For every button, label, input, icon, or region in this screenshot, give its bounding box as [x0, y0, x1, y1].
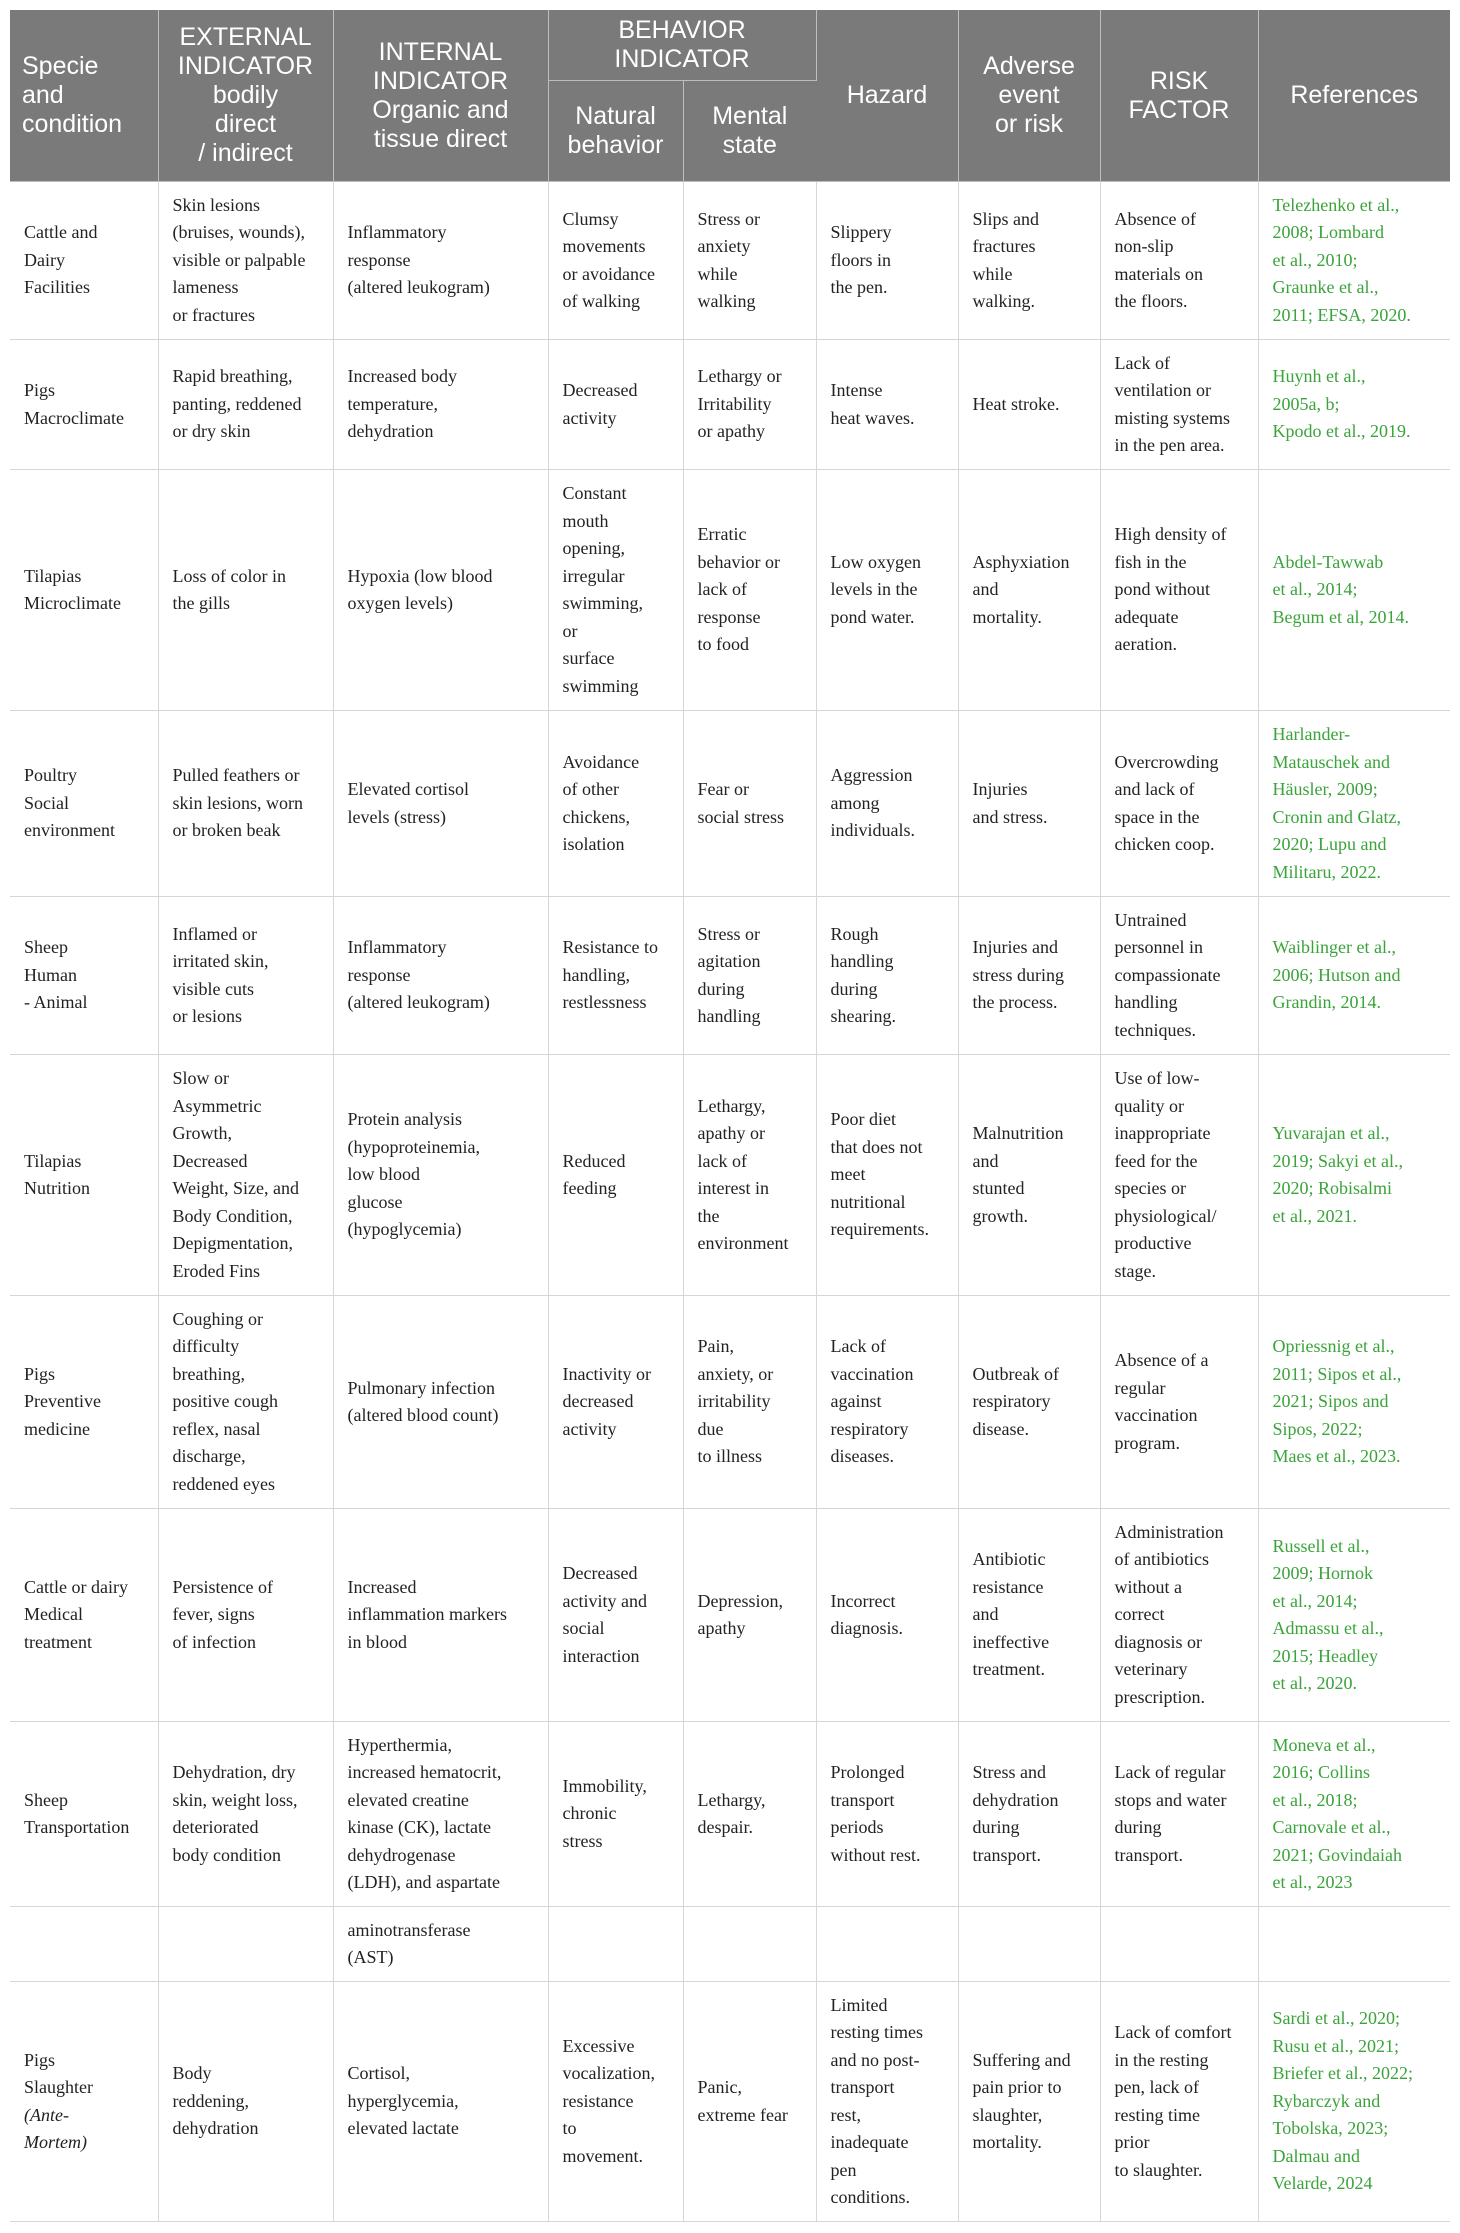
- species-label: Pigs Slaughter: [24, 2049, 93, 2097]
- cell-hazard: Slippery floors in the pen.: [816, 182, 958, 340]
- cell-adverse: Suffering and pain prior to slaughter, mortality.: [958, 1982, 1100, 2222]
- cell-natural: Decreased activity: [548, 340, 683, 470]
- cell-adverse: Injuries and stress during the process.: [958, 897, 1100, 1055]
- table-row: [10, 470, 1450, 711]
- cell-external: Slow or Asymmetric Growth, Decreased Weight, Size, and Body Condition, Depigmentation, Eroded Fins: [158, 1055, 333, 1296]
- cell-internal: Elevated cortisol levels (stress): [333, 711, 548, 897]
- cell-natural: Reduced feeding: [548, 1055, 683, 1296]
- header-hazard: Hazard: [816, 10, 958, 182]
- cell-references: Waiblinger et al., 2006; Hutson and Grandin, 2014.: [1258, 897, 1450, 1055]
- cell-risk: [1100, 1907, 1258, 1982]
- cell-mental: Lethargy or Irritability or apathy: [683, 340, 816, 470]
- cell-natural: [548, 1907, 683, 1982]
- cell-external: Dehydration, dry skin, weight loss, deteriorated body condition: [158, 1722, 333, 1907]
- table-row: [10, 1509, 1450, 1722]
- cell-references: Telezhenko et al., 2008; Lombard et al., 2010; Graunke et al., 2011; EFSA, 2020.: [1258, 182, 1450, 340]
- cell-adverse: Injuries and stress.: [958, 711, 1100, 897]
- cell-internal: Inflammatory response (altered leukogram): [333, 897, 548, 1055]
- cell-external: Skin lesions (bruises, wounds), visible or palpable lameness or fractures: [158, 182, 333, 340]
- cell-internal: aminotransferase (AST): [333, 1907, 548, 1982]
- cell-hazard: Low oxygen levels in the pond water.: [816, 470, 958, 711]
- table-row: [10, 1722, 1450, 1907]
- cell-references: Huynh et al., 2005a, b; Kpodo et al., 2019.: [1258, 340, 1450, 470]
- cell-hazard: Lack of vaccination against respiratory diseases.: [816, 1296, 958, 1509]
- cell-risk: Administration of antibiotics without a correct diagnosis or veterinary prescription.: [1100, 1509, 1258, 1722]
- cell-species: Cattle and Dairy Facilities: [10, 182, 158, 340]
- cell-species: [10, 1907, 158, 1982]
- cell-natural: Decreased activity and social interaction: [548, 1509, 683, 1722]
- table-row: [10, 897, 1450, 1055]
- cell-mental: Fear or social stress: [683, 711, 816, 897]
- table-row: [10, 711, 1450, 897]
- cell-hazard: [816, 1907, 958, 1982]
- cell-species: Tilapias Microclimate: [10, 470, 158, 711]
- cell-species: Cattle or dairy Medical treatment: [10, 1509, 158, 1722]
- cell-species: Poultry Social environment: [10, 711, 158, 897]
- cell-natural: Avoidance of other chickens, isolation: [548, 711, 683, 897]
- header-risk-factor: RISK FACTOR: [1100, 10, 1258, 182]
- cell-external: Pulled feathers or skin lesions, worn or broken beak: [158, 711, 333, 897]
- header-mental-state: Mental state: [683, 81, 816, 182]
- cell-mental: Depression, apathy: [683, 1509, 816, 1722]
- table-header: [10, 10, 1450, 182]
- cell-natural: Inactivity or decreased activity: [548, 1296, 683, 1509]
- header-external-indicator: EXTERNAL INDICATOR bodily direct / indirect: [158, 10, 333, 182]
- header-natural-behavior: Natural behavior: [548, 81, 683, 182]
- table-row: [10, 1296, 1450, 1509]
- cell-references: Abdel-Tawwab et al., 2014; Begum et al, 2014.: [1258, 470, 1450, 711]
- cell-species: Pigs Macroclimate: [10, 340, 158, 470]
- cell-adverse: Slips and fractures while walking.: [958, 182, 1100, 340]
- table-row-continuation: [10, 1907, 1450, 1982]
- cell-external: Loss of color in the gills: [158, 470, 333, 711]
- cell-natural: Immobility, chronic stress: [548, 1722, 683, 1907]
- cell-hazard: Incorrect diagnosis.: [816, 1509, 958, 1722]
- cell-internal: Increased inflammation markers in blood: [333, 1509, 548, 1722]
- cell-risk: High density of fish in the pond without adequate aeration.: [1100, 470, 1258, 711]
- table-row: [10, 182, 1450, 340]
- header-behavior-indicator: BEHAVIOR INDICATOR: [548, 10, 816, 81]
- cell-species: Sheep Transportation: [10, 1722, 158, 1907]
- cell-adverse: Asphyxiation and mortality.: [958, 470, 1100, 711]
- cell-hazard: Rough handling during shearing.: [816, 897, 958, 1055]
- cell-mental: [683, 1907, 816, 1982]
- cell-species: Sheep Human - Animal: [10, 897, 158, 1055]
- cell-natural: Constant mouth opening, irregular swimming, or surface swimming: [548, 470, 683, 711]
- cell-species: [10, 1982, 158, 2222]
- cell-hazard: Aggression among individuals.: [816, 711, 958, 897]
- table-row: [10, 340, 1450, 470]
- cell-internal: Increased body temperature, dehydration: [333, 340, 548, 470]
- cell-species: Pigs Preventive medicine: [10, 1296, 158, 1509]
- cell-adverse: [958, 1907, 1100, 1982]
- cell-references: Harlander- Matauschek and Häusler, 2009; Cronin and Glatz, 2020; Lupu and Militaru, 2022.: [1258, 711, 1450, 897]
- species-label-italic: (Ante- Mortem): [24, 2104, 87, 2152]
- cell-risk: Untrained personnel in compassionate handling techniques.: [1100, 897, 1258, 1055]
- cell-risk: Overcrowding and lack of space in the chicken coop.: [1100, 711, 1258, 897]
- cell-hazard: Limited resting times and no post- transport rest, inadequate pen conditions.: [816, 1982, 958, 2222]
- cell-internal: Protein analysis (hypoproteinemia, low blood glucose (hypoglycemia): [333, 1055, 548, 1296]
- cell-external: Coughing or difficulty breathing, positive cough reflex, nasal discharge, reddened eyes: [158, 1296, 333, 1509]
- cell-mental: Lethargy, despair.: [683, 1722, 816, 1907]
- cell-external: Rapid breathing, panting, reddened or dry skin: [158, 340, 333, 470]
- cell-references: Opriessnig et al., 2011; Sipos et al., 2021; Sipos and Sipos, 2022; Maes et al., 2023.: [1258, 1296, 1450, 1509]
- cell-external: Persistence of fever, signs of infection: [158, 1509, 333, 1722]
- cell-adverse: Outbreak of respiratory disease.: [958, 1296, 1100, 1509]
- cell-species: Tilapias Nutrition: [10, 1055, 158, 1296]
- table-row: [10, 1982, 1450, 2222]
- cell-adverse: Malnutrition and stunted growth.: [958, 1055, 1100, 1296]
- cell-adverse: Heat stroke.: [958, 340, 1100, 470]
- cell-references: Russell et al., 2009; Hornok et al., 2014; Admassu et al., 2015; Headley et al., 2020.: [1258, 1509, 1450, 1722]
- header-references: References: [1258, 10, 1450, 182]
- header-internal-indicator: INTERNAL INDICATOR Organic and tissue direct: [333, 10, 548, 182]
- cell-hazard: Prolonged transport periods without rest.: [816, 1722, 958, 1907]
- cell-mental: Panic, extreme fear: [683, 1982, 816, 2222]
- cell-risk: Lack of comfort in the resting pen, lack of resting time prior to slaughter.: [1100, 1982, 1258, 2222]
- cell-mental: Stress or agitation during handling: [683, 897, 816, 1055]
- welfare-risk-table: [10, 10, 1450, 2222]
- cell-mental: Pain, anxiety, or irritability due to illness: [683, 1296, 816, 1509]
- cell-mental: Erratic behavior or lack of response to food: [683, 470, 816, 711]
- table-body: [10, 182, 1450, 2222]
- cell-references: Yuvarajan et al., 2019; Sakyi et al., 2020; Robisalmi et al., 2021.: [1258, 1055, 1450, 1296]
- table-row: [10, 1055, 1450, 1296]
- cell-risk: Lack of regular stops and water during transport.: [1100, 1722, 1258, 1907]
- cell-references: [1258, 1907, 1450, 1982]
- header-species: Specie and condition: [10, 10, 158, 182]
- cell-adverse: Stress and dehydration during transport.: [958, 1722, 1100, 1907]
- cell-risk: Absence of a regular vaccination program.: [1100, 1296, 1258, 1509]
- cell-risk: Absence of non-slip materials on the floors.: [1100, 182, 1258, 340]
- cell-risk: Lack of ventilation or misting systems in the pen area.: [1100, 340, 1258, 470]
- cell-internal: Hyperthermia, increased hematocrit, elevated creatine kinase (CK), lactate dehydrogenase (LDH), and aspartate: [333, 1722, 548, 1907]
- cell-references: Sardi et al., 2020; Rusu et al., 2021; Briefer et al., 2022; Rybarczyk and Tobolska, 2023; Dalmau and Velarde, 2024: [1258, 1982, 1450, 2222]
- table-container: [10, 10, 1450, 2222]
- cell-external: Inflamed or irritated skin, visible cuts or lesions: [158, 897, 333, 1055]
- cell-mental: Stress or anxiety while walking: [683, 182, 816, 340]
- header-adverse-event: Adverse event or risk: [958, 10, 1100, 182]
- cell-references: Moneva et al., 2016; Collins et al., 2018; Carnovale et al., 2021; Govindaiah et al., 2023: [1258, 1722, 1450, 1907]
- cell-hazard: Poor diet that does not meet nutritional requirements.: [816, 1055, 958, 1296]
- cell-adverse: Antibiotic resistance and ineffective treatment.: [958, 1509, 1100, 1722]
- cell-natural: Clumsy movements or avoidance of walking: [548, 182, 683, 340]
- cell-natural: Resistance to handling, restlessness: [548, 897, 683, 1055]
- cell-external: [158, 1907, 333, 1982]
- cell-risk: Use of low- quality or inappropriate feed for the species or physiological/ productive stage.: [1100, 1055, 1258, 1296]
- cell-external: Body reddening, dehydration: [158, 1982, 333, 2222]
- cell-natural: Excessive vocalization, resistance to movement.: [548, 1982, 683, 2222]
- cell-mental: Lethargy, apathy or lack of interest in the environment: [683, 1055, 816, 1296]
- cell-internal: Cortisol, hyperglycemia, elevated lactate: [333, 1982, 548, 2222]
- cell-internal: Hypoxia (low blood oxygen levels): [333, 470, 548, 711]
- cell-internal: Inflammatory response (altered leukogram): [333, 182, 548, 340]
- cell-hazard: Intense heat waves.: [816, 340, 958, 470]
- cell-internal: Pulmonary infection (altered blood count): [333, 1296, 548, 1509]
